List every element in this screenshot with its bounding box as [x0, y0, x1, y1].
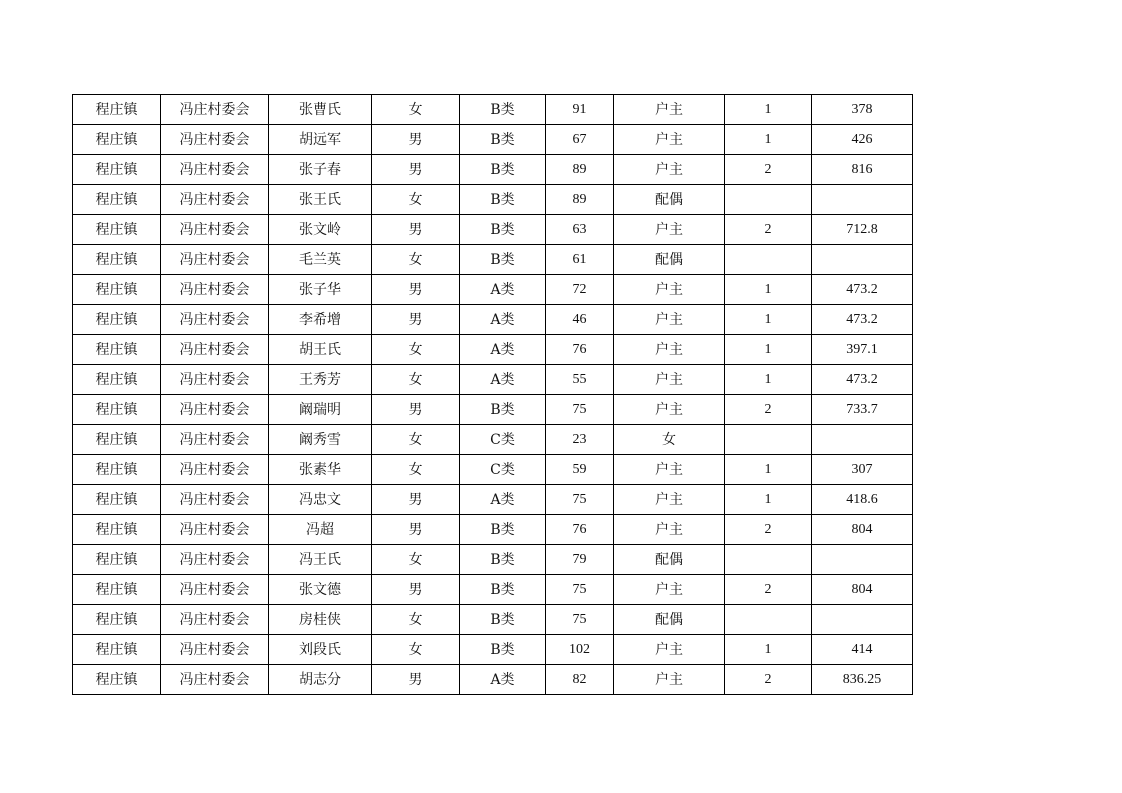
name-cell: 张文德 — [269, 575, 372, 605]
gender-cell: 男 — [372, 125, 460, 155]
category-cell: A类 — [460, 485, 546, 515]
age-cell: 75 — [546, 395, 614, 425]
category-cell: B类 — [460, 155, 546, 185]
name-cell: 李希增 — [269, 305, 372, 335]
household-size-cell: 1 — [725, 455, 812, 485]
amount-cell: 733.7 — [812, 395, 913, 425]
household-size-cell: 1 — [725, 365, 812, 395]
gender-cell: 女 — [372, 425, 460, 455]
table-row — [73, 185, 913, 215]
amount-cell — [812, 245, 913, 275]
gender-cell: 男 — [372, 215, 460, 245]
village-committee-cell: 冯庄村委会 — [161, 455, 269, 485]
relation-cell: 户主 — [614, 335, 725, 365]
town-cell: 程庄镇 — [73, 665, 161, 695]
amount-cell: 307 — [812, 455, 913, 485]
name-cell: 张文岭 — [269, 215, 372, 245]
age-cell: 82 — [546, 665, 614, 695]
table-row — [73, 395, 913, 425]
household-size-cell — [725, 545, 812, 575]
name-cell: 阚秀雪 — [269, 425, 372, 455]
table-row — [73, 125, 913, 155]
age-cell: 59 — [546, 455, 614, 485]
table-row — [73, 455, 913, 485]
amount-cell: 816 — [812, 155, 913, 185]
relation-cell: 配偶 — [614, 605, 725, 635]
village-committee-cell: 冯庄村委会 — [161, 665, 269, 695]
table-row — [73, 155, 913, 185]
village-committee-cell: 冯庄村委会 — [161, 605, 269, 635]
age-cell: 75 — [546, 605, 614, 635]
name-cell: 冯超 — [269, 515, 372, 545]
category-cell: B类 — [460, 125, 546, 155]
town-cell: 程庄镇 — [73, 605, 161, 635]
household-size-cell: 1 — [725, 125, 812, 155]
relation-cell: 户主 — [614, 365, 725, 395]
household-size-cell — [725, 185, 812, 215]
age-cell: 67 — [546, 125, 614, 155]
amount-cell: 414 — [812, 635, 913, 665]
relation-cell: 女 — [614, 425, 725, 455]
table-row — [73, 305, 913, 335]
category-cell: B类 — [460, 575, 546, 605]
category-cell: B类 — [460, 185, 546, 215]
table-row — [73, 545, 913, 575]
gender-cell: 女 — [372, 245, 460, 275]
amount-cell — [812, 545, 913, 575]
amount-cell: 473.2 — [812, 365, 913, 395]
name-cell: 张子华 — [269, 275, 372, 305]
age-cell: 102 — [546, 635, 614, 665]
table-row — [73, 245, 913, 275]
age-cell: 76 — [546, 515, 614, 545]
village-committee-cell: 冯庄村委会 — [161, 635, 269, 665]
town-cell: 程庄镇 — [73, 335, 161, 365]
name-cell: 冯忠文 — [269, 485, 372, 515]
name-cell: 毛兰英 — [269, 245, 372, 275]
village-committee-cell: 冯庄村委会 — [161, 185, 269, 215]
village-committee-cell: 冯庄村委会 — [161, 215, 269, 245]
amount-cell: 804 — [812, 515, 913, 545]
town-cell: 程庄镇 — [73, 635, 161, 665]
age-cell: 55 — [546, 365, 614, 395]
age-cell: 61 — [546, 245, 614, 275]
town-cell: 程庄镇 — [73, 365, 161, 395]
category-cell: B类 — [460, 515, 546, 545]
name-cell: 胡王氏 — [269, 335, 372, 365]
gender-cell: 男 — [372, 575, 460, 605]
household-size-cell — [725, 605, 812, 635]
table-row — [73, 605, 913, 635]
name-cell: 张王氏 — [269, 185, 372, 215]
age-cell: 46 — [546, 305, 614, 335]
category-cell: C类 — [460, 455, 546, 485]
amount-cell: 378 — [812, 95, 913, 125]
gender-cell: 男 — [372, 515, 460, 545]
age-cell: 23 — [546, 425, 614, 455]
household-size-cell: 1 — [725, 635, 812, 665]
category-cell: B类 — [460, 95, 546, 125]
gender-cell: 男 — [372, 155, 460, 185]
table-row — [73, 515, 913, 545]
household-size-cell: 1 — [725, 485, 812, 515]
town-cell: 程庄镇 — [73, 395, 161, 425]
household-size-cell: 2 — [725, 575, 812, 605]
town-cell: 程庄镇 — [73, 485, 161, 515]
relation-cell: 户主 — [614, 395, 725, 425]
town-cell: 程庄镇 — [73, 545, 161, 575]
gender-cell: 女 — [372, 365, 460, 395]
name-cell: 阚瑞明 — [269, 395, 372, 425]
age-cell: 75 — [546, 485, 614, 515]
town-cell: 程庄镇 — [73, 305, 161, 335]
town-cell: 程庄镇 — [73, 215, 161, 245]
gender-cell: 女 — [372, 335, 460, 365]
relation-cell: 配偶 — [614, 185, 725, 215]
relation-cell: 户主 — [614, 515, 725, 545]
name-cell: 张曹氏 — [269, 95, 372, 125]
village-committee-cell: 冯庄村委会 — [161, 545, 269, 575]
gender-cell: 女 — [372, 455, 460, 485]
gender-cell: 女 — [372, 605, 460, 635]
table-row — [73, 485, 913, 515]
relation-cell: 户主 — [614, 125, 725, 155]
household-size-cell: 2 — [725, 395, 812, 425]
village-committee-cell: 冯庄村委会 — [161, 95, 269, 125]
gender-cell: 女 — [372, 545, 460, 575]
amount-cell: 418.6 — [812, 485, 913, 515]
village-committee-cell: 冯庄村委会 — [161, 155, 269, 185]
relation-cell: 户主 — [614, 575, 725, 605]
amount-cell: 397.1 — [812, 335, 913, 365]
category-cell: A类 — [460, 275, 546, 305]
relation-cell: 户主 — [614, 455, 725, 485]
gender-cell: 男 — [372, 305, 460, 335]
village-committee-cell: 冯庄村委会 — [161, 485, 269, 515]
relation-cell: 户主 — [614, 485, 725, 515]
village-committee-cell: 冯庄村委会 — [161, 365, 269, 395]
category-cell: A类 — [460, 335, 546, 365]
age-cell: 72 — [546, 275, 614, 305]
table-row — [73, 215, 913, 245]
gender-cell: 男 — [372, 665, 460, 695]
village-committee-cell: 冯庄村委会 — [161, 125, 269, 155]
table-row — [73, 665, 913, 695]
amount-cell: 836.25 — [812, 665, 913, 695]
town-cell: 程庄镇 — [73, 455, 161, 485]
village-committee-cell: 冯庄村委会 — [161, 395, 269, 425]
name-cell: 胡志分 — [269, 665, 372, 695]
table-row — [73, 365, 913, 395]
relation-cell: 户主 — [614, 95, 725, 125]
gender-cell: 男 — [372, 395, 460, 425]
village-committee-cell: 冯庄村委会 — [161, 245, 269, 275]
table-body — [73, 95, 913, 695]
table-row — [73, 425, 913, 455]
age-cell: 89 — [546, 185, 614, 215]
relation-cell: 户主 — [614, 155, 725, 185]
table-row — [73, 95, 913, 125]
name-cell: 王秀芳 — [269, 365, 372, 395]
gender-cell: 男 — [372, 485, 460, 515]
relation-cell: 户主 — [614, 275, 725, 305]
amount-cell: 473.2 — [812, 305, 913, 335]
category-cell: A类 — [460, 365, 546, 395]
table-row — [73, 635, 913, 665]
amount-cell: 712.8 — [812, 215, 913, 245]
town-cell: 程庄镇 — [73, 95, 161, 125]
town-cell: 程庄镇 — [73, 155, 161, 185]
amount-cell: 804 — [812, 575, 913, 605]
name-cell: 刘段氏 — [269, 635, 372, 665]
age-cell: 91 — [546, 95, 614, 125]
village-committee-cell: 冯庄村委会 — [161, 575, 269, 605]
age-cell: 75 — [546, 575, 614, 605]
town-cell: 程庄镇 — [73, 575, 161, 605]
name-cell: 张素华 — [269, 455, 372, 485]
town-cell: 程庄镇 — [73, 275, 161, 305]
name-cell: 房桂侠 — [269, 605, 372, 635]
household-size-cell — [725, 245, 812, 275]
household-size-cell: 1 — [725, 95, 812, 125]
age-cell: 76 — [546, 335, 614, 365]
age-cell: 89 — [546, 155, 614, 185]
relation-cell: 配偶 — [614, 545, 725, 575]
name-cell: 胡远军 — [269, 125, 372, 155]
name-cell: 张子春 — [269, 155, 372, 185]
category-cell: B类 — [460, 215, 546, 245]
relation-cell: 户主 — [614, 305, 725, 335]
gender-cell: 男 — [372, 275, 460, 305]
category-cell: A类 — [460, 665, 546, 695]
town-cell: 程庄镇 — [73, 125, 161, 155]
household-size-cell: 2 — [725, 665, 812, 695]
gender-cell: 女 — [372, 635, 460, 665]
household-size-cell: 1 — [725, 305, 812, 335]
relation-cell: 户主 — [614, 635, 725, 665]
gender-cell: 女 — [372, 185, 460, 215]
relation-cell: 配偶 — [614, 245, 725, 275]
table-row — [73, 275, 913, 305]
age-cell: 63 — [546, 215, 614, 245]
relation-cell: 户主 — [614, 215, 725, 245]
town-cell: 程庄镇 — [73, 245, 161, 275]
amount-cell: 473.2 — [812, 275, 913, 305]
household-size-cell — [725, 425, 812, 455]
village-committee-cell: 冯庄村委会 — [161, 275, 269, 305]
village-committee-cell: 冯庄村委会 — [161, 425, 269, 455]
household-size-cell: 2 — [725, 515, 812, 545]
category-cell: B类 — [460, 245, 546, 275]
amount-cell — [812, 605, 913, 635]
category-cell: A类 — [460, 305, 546, 335]
table-row — [73, 575, 913, 605]
village-committee-cell: 冯庄村委会 — [161, 305, 269, 335]
amount-cell: 426 — [812, 125, 913, 155]
town-cell: 程庄镇 — [73, 515, 161, 545]
household-size-cell: 2 — [725, 215, 812, 245]
household-size-cell: 1 — [725, 335, 812, 365]
category-cell: B类 — [460, 545, 546, 575]
town-cell: 程庄镇 — [73, 185, 161, 215]
age-cell: 79 — [546, 545, 614, 575]
table-row — [73, 335, 913, 365]
household-size-cell: 2 — [725, 155, 812, 185]
category-cell: C类 — [460, 425, 546, 455]
category-cell: B类 — [460, 605, 546, 635]
name-cell: 冯王氏 — [269, 545, 372, 575]
amount-cell — [812, 185, 913, 215]
amount-cell — [812, 425, 913, 455]
village-committee-cell: 冯庄村委会 — [161, 515, 269, 545]
category-cell: B类 — [460, 395, 546, 425]
village-committee-cell: 冯庄村委会 — [161, 335, 269, 365]
household-size-cell: 1 — [725, 275, 812, 305]
relation-cell: 户主 — [614, 665, 725, 695]
gender-cell: 女 — [372, 95, 460, 125]
town-cell: 程庄镇 — [73, 425, 161, 455]
category-cell: B类 — [460, 635, 546, 665]
household-table — [72, 94, 913, 695]
